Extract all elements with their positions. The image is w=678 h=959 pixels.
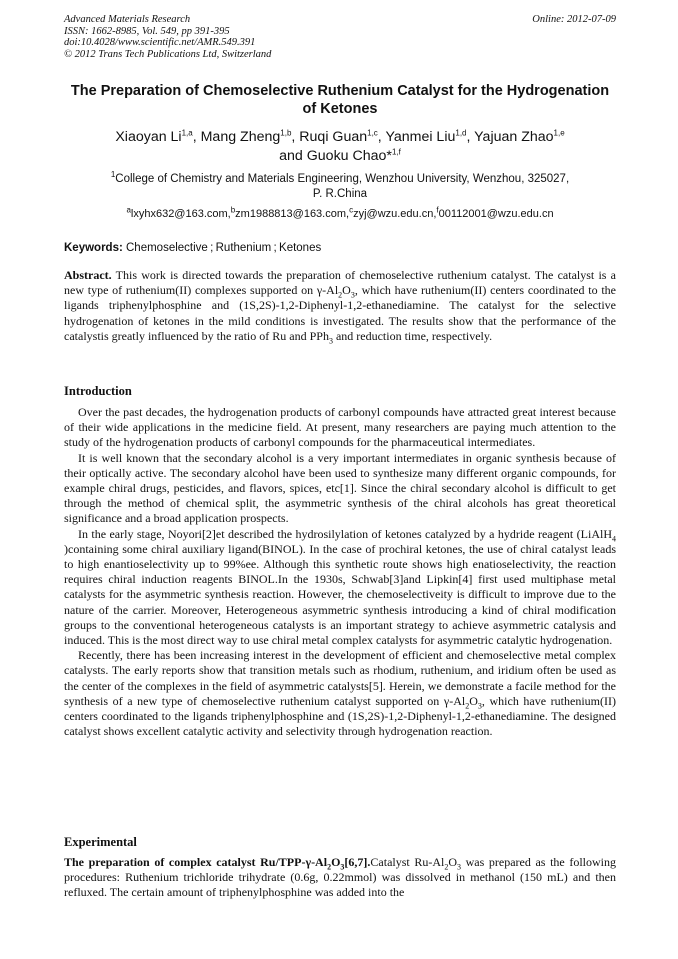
introduction-heading: Introduction — [64, 384, 132, 398]
author: Yajuan Zhao$^{1,e}$ — [474, 128, 565, 145]
journal-name: Advanced Materials Research — [64, 14, 191, 25]
abstract: Abstract. This work is directed towards the preparation of chemoselective ruthenium catalyst. The catalyst is a new type of ruthenium(II) complexes supported on $\gamma-Al_2O_3$, which have ruthenium(II) centers coordinated to the ligands triphenylphosphine and (1S,2S)-1,2-Diphenyl-1,2-ethanediamine. The catalyst for the selective hydrogenation of ketones in the mild conditions is investigated. The results show that the performance of the catalystis greatly influenced by the ratio of Ru and PPh$_3$ and reduction time, respectively. — [64, 268, 616, 346]
email[interactable]: $^a$lxyhx632@163.com, — [126, 205, 231, 220]
author: Xiaoyan Li$^{1,a}$, — [115, 128, 201, 145]
email-list — [64, 207, 616, 221]
paragraph: In the early stage, Noyori[2]et described the hydrosilylation of ketones catalyzed by a hydride reagent (LiAlH$_4$ )containing some chiral auxiliary ligand(BINOL). In the case of prochiral ketones, the use of chiral catalyst leads to high enantioselectivity up to 99%ee. Although this synthetic route shows high enatioselectivity, the reaction requires chiral induction reagents BINOL.In the 1930s, Schwab[3]and Lipkin[4] first used multiphase metal catalysts for the asymmetric synthesis reaction. However, the chemoselectiveity is difficult to improve due to the nature of the carrier. Moreover, Heterogeneous asymmetric synthesis introducing a kind of chiral modification groups to the conventional heterogeneous catalysts is an important strategy to achieve asymmetric catalysis and induced. This is the most direct way to use chiral metal complex catalysts for asymmetric catalytic hydrogenation. — [64, 526, 616, 648]
author: Ruqi Guan$^{1,c}$, — [299, 128, 386, 145]
journal-header — [64, 14, 616, 60]
paragraph: Over the past decades, the hydrogenation products of carbonyl compounds have attracted great interest because of their wide applications in the medicine field. At present, many researchers are paying much attention to the study of the hydrogenation products of carbonyl compounds for the pharmaceutical intermediates. — [64, 405, 616, 450]
experimental-heading: Experimental — [64, 835, 137, 849]
author: and Guoku Chao*$^{1,f}$ — [279, 147, 401, 164]
keywords-text: Chemoselective ; Ruthenium ; Ketones — [126, 242, 322, 254]
introduction-body — [64, 405, 616, 739]
author: Yanmei Liu$^{1,d}$, — [385, 128, 475, 145]
paragraph: Recently, there has been increasing interest in the development of efficient and chemoselective metal complex catalysts. The early reports show that transition metals such as rhodium, ruthenium, and iridium often be used as the center of the complexes in the field of asymmetric catalysts[5]. Herein, we demonstrate a facile method for the synthesis of a new type of chemoselective ruthenium catalyst supported on $\gamma-Al_2O_3$, which have ruthenium(II) centers coordinated to the ligands triphenylphosphine and (1S,2S)-1,2-Diphenyl-1,2-ethanediamine. The designed catalyst shows excellent catalytic activity and selectivity through hydrogenation reaction. — [64, 648, 616, 739]
affiliation: $^1$College of Chemistry and Materials Engineering, Wenzhou University, Wenzhou, 325027, P. R.China — [110, 170, 570, 200]
author: Mang Zheng$^{1,b}$, — [200, 128, 300, 145]
paragraph: The preparation of complex catalyst $Ru/TPP-\gamma-Al_2O_3[6,7].Catalyst$ $Ru-Al_2O_3$ was prepared as the following procedures: Ruthenium trichloride trihydrate (0.6g, 0.22mmol) was dissolved in methanol (150 mL) and then refluxed. The certain amount of triphenylphosphine was added into the — [64, 855, 616, 900]
abstract-label: Abstract. — [64, 268, 112, 282]
keywords-label: Keywords: — [64, 242, 123, 254]
paragraph: It is well known that the secondary alcohol is a very important intermediates in organic synthesis because of their optically active. The secondary alcohol have been used to synthesize many different organic compounds, for example chiral drugs, pesticides, and flavors, spices, etc[1]. Since the chiral secondary alcohol is difficult to get through the method of chemical split, the asymmetric synthesis of the chiral alcohols has great theoretical significance and a broad application prospects. — [64, 450, 616, 526]
issn-line: ISSN: 1662-8985, Vol. 549, pp 391-395 — [64, 25, 230, 37]
doi-line[interactable]: doi:10.4028/www.scientific.net/AMR.549.391 — [64, 37, 256, 48]
online-date: Online: 2012-07-09 — [532, 14, 616, 25]
copyright-line: © 2012 Trans Tech Publications Ltd, Switzerland — [64, 48, 272, 60]
email[interactable]: $^f$00112001@wzu.edu.cn — [436, 205, 554, 220]
author-list — [64, 128, 616, 166]
experimental-body — [64, 855, 616, 901]
paper-title: The Preparation of Chemoselective Ruthenium Catalyst for the Hydrogenation of Ketones — [70, 83, 610, 117]
email[interactable]: $^c$zyj@wzu.edu.cn, — [349, 205, 437, 220]
keywords — [64, 241, 616, 255]
email[interactable]: $^b$zm1988813@163.com, — [230, 205, 350, 220]
